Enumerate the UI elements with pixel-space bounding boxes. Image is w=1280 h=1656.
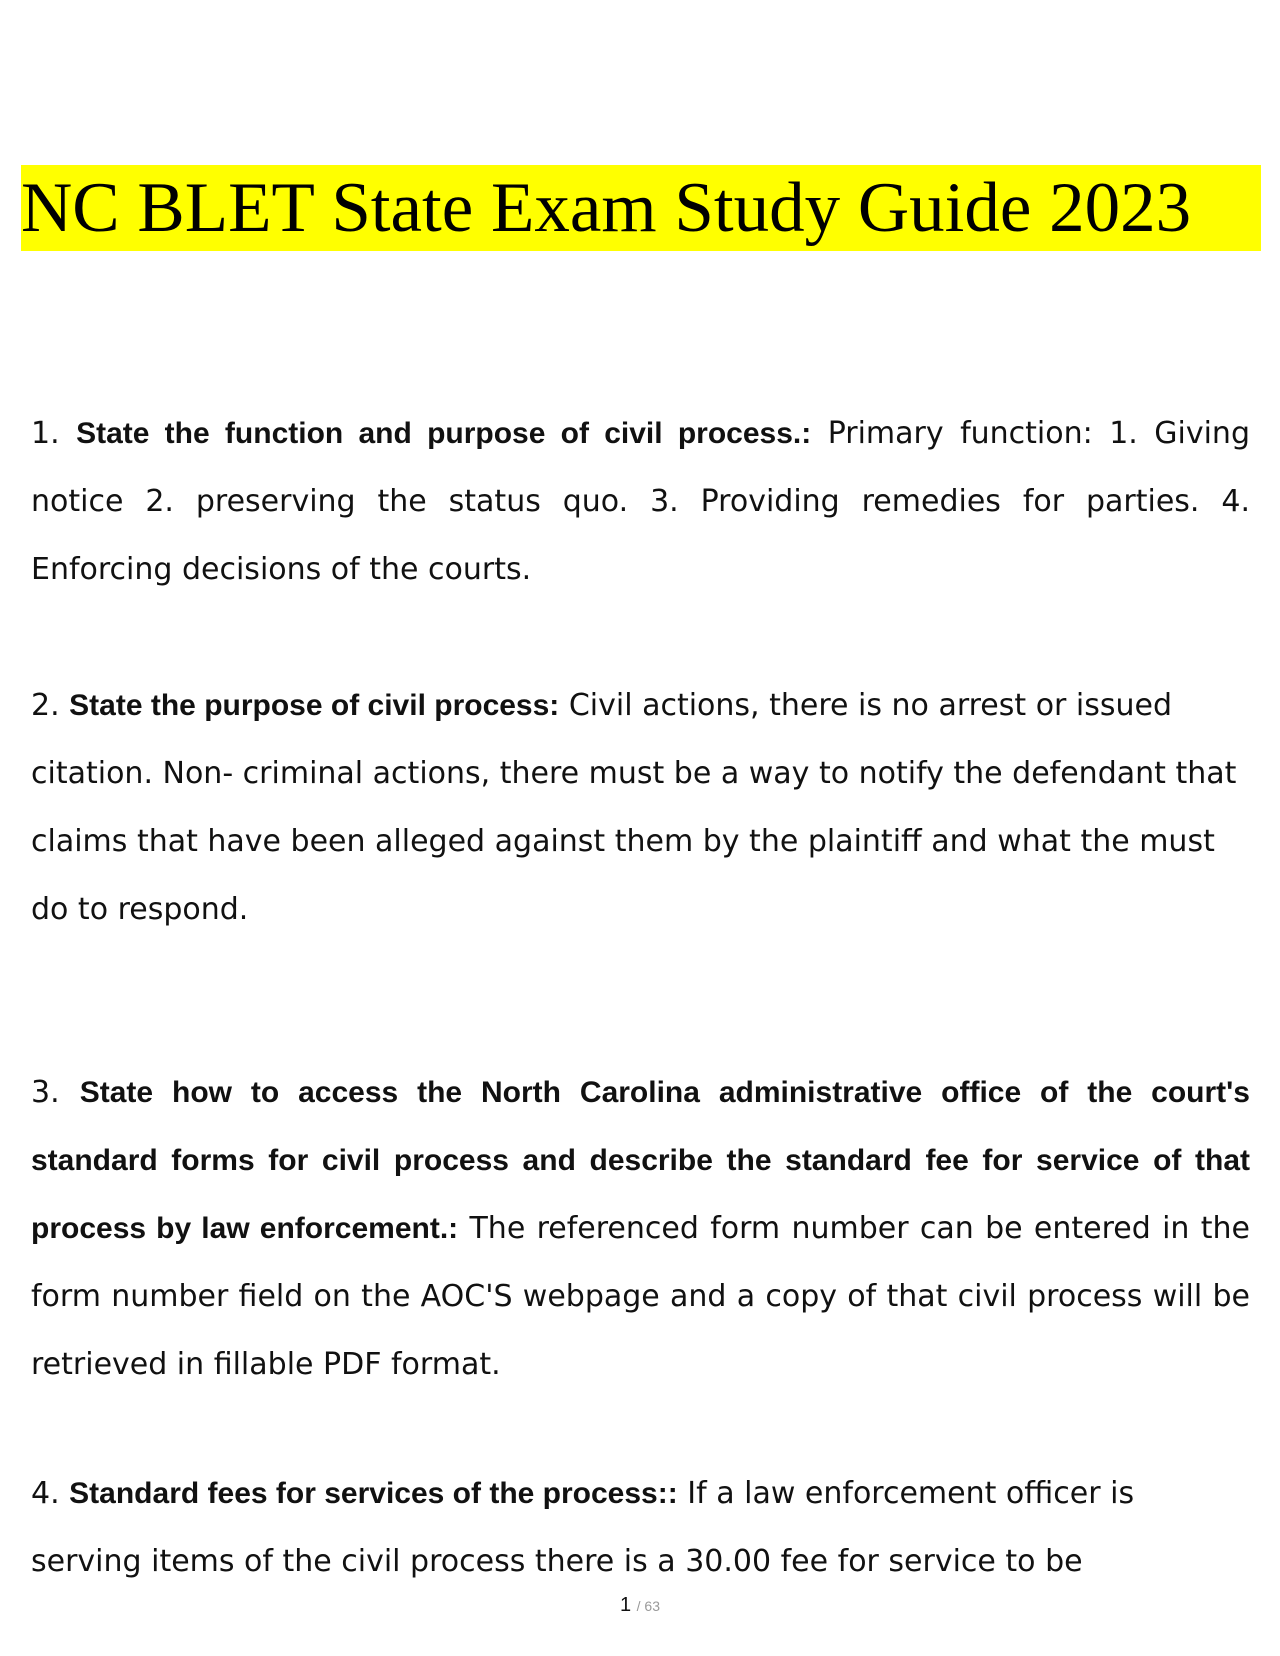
qa-item-2 (31, 672, 1250, 944)
total-pages: / 63 (636, 1598, 661, 1614)
item-number: 1. (31, 416, 60, 451)
item-number: 2. (31, 688, 60, 723)
title-highlight (21, 165, 1261, 251)
current-page: 1 (619, 1594, 632, 1616)
document-title: NC BLET State Exam Study Guide 2023 (21, 169, 1192, 247)
item-question: State the purpose of civil process: (69, 689, 560, 722)
item-question: Standard fees for services of the process:: (69, 1477, 678, 1510)
item-question: State the function and purpose of civil process.: (76, 417, 812, 450)
item-answer: If a law enforcement officer is serving items of the civil process there is a 30.00 fee for service to be (31, 1476, 1135, 1579)
page-indicator (0, 1594, 1280, 1617)
item-answer: The referenced form number can be entered in the form number field on the AOC'S webpage and a copy of that civil process will be retrieved in fillable PDF format. (31, 1211, 1250, 1382)
qa-item-1 (31, 400, 1250, 604)
item-question: State how to access the North Carolina administrative office of the court's standard forms for civil process and describe the standard fee for service of that process by law enforcement.: (31, 1076, 1250, 1245)
qa-item-3 (31, 1059, 1250, 1399)
item-answer: Civil actions, there is no arrest or issued citation. Non- criminal actions, there must be a way to notify the defendant that claims that have been alleged against them by the plaintiff and what the must do to respond. (31, 688, 1237, 927)
item-answer: Primary function: 1. Giving notice 2. preserving the status quo. 3. Providing remedies for parties. 4. Enforcing decisions of the courts. (31, 416, 1250, 587)
qa-item-4 (31, 1460, 1250, 1596)
item-number: 3. (31, 1075, 60, 1110)
item-number: 4. (31, 1476, 60, 1511)
